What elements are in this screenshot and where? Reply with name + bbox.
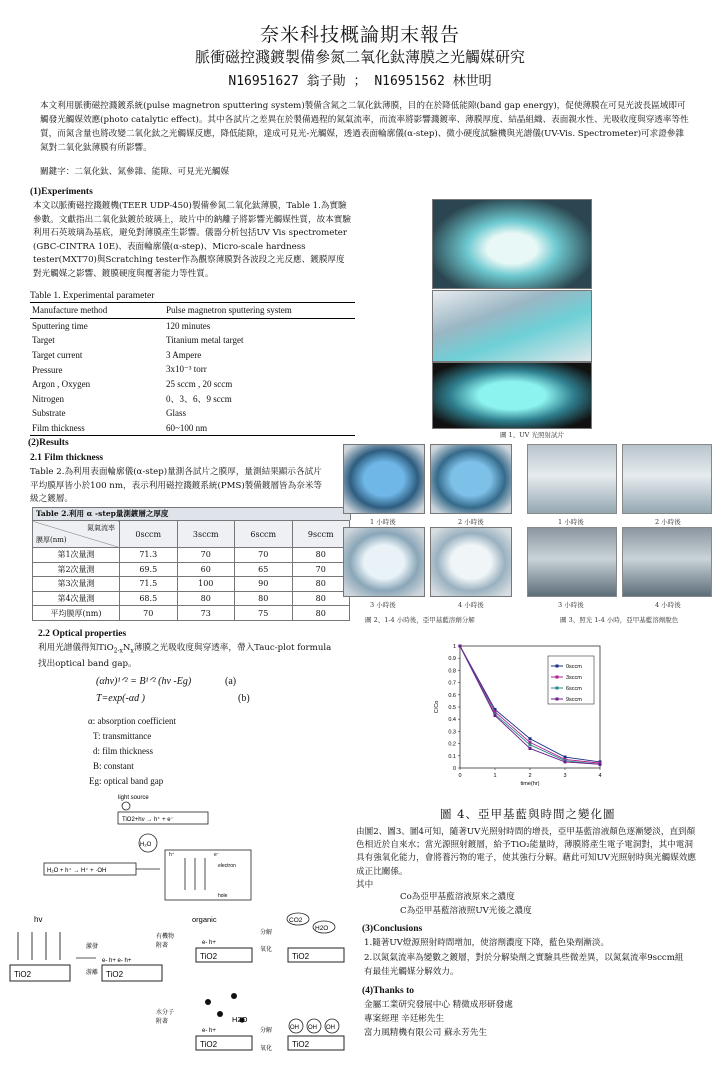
oh-label-1: OH (290, 1025, 299, 1031)
light-source-icon (122, 802, 130, 810)
uv-exposure-photo (432, 362, 592, 429)
table2-cell: 80 (177, 591, 235, 606)
table2-title: Table 2.利用 α -step量測鍍層之厚度 (32, 507, 351, 520)
label-left-3: 3 小時後 (370, 601, 396, 609)
tio2-label-5: TiO2 (200, 1040, 218, 1049)
thanks-heading: (4)Thanks to (362, 986, 414, 996)
table2-row (33, 548, 350, 563)
optical-text (38, 642, 338, 672)
decompose-label-2: 分解 (260, 1028, 273, 1034)
photo-right-2 (622, 444, 712, 514)
table1-caption: Table 1. Experimental parameter (30, 291, 155, 301)
ionize-label: 游離 (86, 970, 99, 976)
table2-row (33, 606, 350, 621)
equation-b-label: (b) (238, 693, 250, 704)
table2-row (33, 591, 350, 606)
x-tick-label: 1 (493, 773, 497, 779)
table2-row (33, 562, 350, 577)
fig2-caption: 圖 2、1-4 小時後，亞甲基藍溶劑分解 (365, 616, 475, 624)
table1-row (30, 362, 355, 377)
photo-right-3 (527, 527, 617, 597)
h2o-label-bottom: H2O (232, 1015, 248, 1024)
table2-cell: 80 (292, 591, 350, 606)
tio2-label-2: TiO2 (106, 970, 124, 979)
table2-cell: 68.5 (120, 591, 178, 606)
table1-row (30, 421, 355, 436)
table1-row (30, 318, 355, 333)
table1-param-value: 3x10⁻³ torr (166, 364, 207, 375)
poster-title: 奈米科技概論期末報告 (259, 24, 460, 46)
poster-subtitle: 脈衝磁控濺鍍製備參氮二氧化鈦薄膜之光觸媒研究 (194, 48, 525, 66)
table2-cell: 80 (292, 606, 350, 621)
fig4-caption: 圖 4、亞甲基藍與時間之變化圖 (440, 807, 616, 821)
glossary-Eg: Eg: optical band gap (89, 776, 164, 786)
author-line: N16951627 翁子勛 ； N16951562 林世明 (228, 74, 492, 89)
equation-b: T=exp(-αd ) (96, 693, 145, 704)
organic-adsorb-2: 附著 (156, 943, 169, 949)
legend-label-3sccm: 3sccm (566, 675, 582, 681)
table1-param-name: Substrate (32, 408, 66, 419)
optical-sub1: 2-x (113, 647, 123, 655)
semiconductor-film (165, 850, 251, 900)
results-heading: (2)Results (28, 438, 69, 448)
label-right-4: 4 小時後 (655, 601, 681, 609)
table2-cell: 69.5 (120, 562, 178, 577)
y-tick-label: 0.9 (448, 656, 456, 663)
table2-cell: 80 (235, 591, 293, 606)
table2-header: 6sccm (235, 521, 293, 548)
table2-corner-bottom: 膜厚(nm) (36, 536, 67, 544)
table1-param-value: 0、3、6、9 sccm (166, 394, 232, 405)
conclusion-1: 1.隨著UV燈源照射時間增加，使溶劑濃度下降，藍色染劑漸淡。 (364, 938, 610, 948)
table2-cell: 70 (235, 548, 293, 563)
legend-label-0sccm: 0sccm (566, 664, 582, 670)
label-left-4: 4 小時後 (458, 601, 484, 609)
y-tick-label: 0 (452, 766, 456, 772)
film-thickness-text: Table 2.為利用表面輪廓儀(α-step)量測各試片之膜厚，量測結果顯示各試片平均膜厚皆小於100 nm，表示利用磁控濺鍍系統(PMS)製備鍍層皆為奈米等級之鍍層。 (30, 467, 323, 504)
photocatalysis-mechanism-diagram (30, 790, 330, 910)
label-left-1: 1 小時後 (370, 518, 396, 526)
x-tick-label: 2 (528, 773, 532, 779)
film-thickness-heading: 2.1 Film thickness (30, 453, 104, 463)
table1-param-name: Film thickness (32, 423, 85, 434)
table1-param-value: 120 minutes (166, 320, 211, 331)
photo-left-1 (343, 444, 425, 514)
methylene-blue-decay-chart (430, 640, 610, 788)
table2-cell: 71.3 (120, 548, 178, 563)
series-point-9sccm (494, 714, 497, 717)
photo-right-1 (527, 444, 617, 514)
table1-row (30, 333, 355, 348)
h2o-label-top: H2O (315, 925, 329, 932)
table2-row (33, 577, 350, 592)
table2-row-label: 第3次量測 (33, 577, 120, 592)
photocatalysis-process-diagram (6, 910, 351, 1065)
label-left-2: 2 小時後 (458, 518, 484, 526)
organic-adsorb-1: 有機物 (156, 934, 175, 940)
label-right-2: 2 小時後 (655, 518, 681, 526)
equation-a-label: (a) (225, 676, 237, 687)
table1-param-name: Nitrogen (32, 393, 64, 404)
table2-row-label: 第2次量測 (33, 562, 120, 577)
table2-cell: 73 (177, 606, 235, 621)
excite-label: 激發 (86, 944, 99, 950)
photo-left-3 (343, 527, 425, 597)
optical-sub2: x (130, 647, 134, 655)
fig4-discussion: 由圖2、圖3、圖4可知，隨著UV光照射時間的增長，亞甲基藍溶液顏色逐漸變淡，直到顏色相近於自來水；當光源照射鍍層，給予TiO₂能量時，薄膜將產生電子電洞對，其中電洞具有強氧化能力，會將養污物的電子，使其強行分解。藉此可知UV光照射時與光觸媒效應成正比關係。 (356, 827, 697, 877)
label-right-1: 1 小時後 (558, 518, 584, 526)
table1-row (30, 303, 355, 319)
x-axis-label: time(hr) (520, 781, 540, 787)
optical-text-b: N (122, 643, 131, 653)
table1-param-value: 25 sccm , 20 sccm (166, 379, 233, 390)
table1-param-name: Manufacture method (32, 305, 108, 316)
glossary-T: T: transmittance (93, 731, 152, 741)
x-tick-label: 4 (598, 773, 602, 779)
table2-cell: 70 (177, 548, 235, 563)
experiments-heading: (1)Experiments (30, 187, 93, 197)
co2-label: CO2 (289, 917, 303, 924)
legend-marker-6sccm (556, 687, 559, 690)
legend-marker-0sccm (556, 665, 559, 668)
hole-label: hole (218, 893, 228, 899)
table1-row (30, 406, 355, 421)
thanks-line-1: 金屬工業研究發展中心 精微成形研發處 (364, 1000, 513, 1010)
electron-label: electron (218, 863, 236, 869)
table2-cell: 80 (292, 548, 350, 563)
table1-row (30, 392, 355, 407)
samples-photo (432, 290, 592, 362)
table2-cell: 100 (177, 577, 235, 592)
table1-param-name: Target (32, 335, 55, 346)
table2-corner-top: 氮氣流率 (87, 524, 115, 532)
where-label: 其中 (356, 880, 374, 890)
table2-header: 0sccm (120, 521, 178, 548)
table2-row-label: 第4次量測 (33, 591, 120, 606)
decompose-label-1: 分解 (260, 930, 273, 936)
y-tick-label: 0.1 (448, 753, 456, 760)
table1-param-value: 60~100 nm (166, 423, 208, 434)
table2-cell: 71.5 (120, 577, 178, 592)
oh-label-2: OH (308, 1025, 317, 1031)
tio2-label-3: TiO2 (200, 952, 218, 961)
table2-cell: 60 (177, 562, 235, 577)
series-point-9sccm (599, 763, 602, 766)
photo-right-4 (622, 527, 712, 597)
y-tick-label: 0.4 (448, 717, 456, 724)
y-tick-label: 0.5 (448, 705, 456, 711)
table2-cell: 70 (292, 562, 350, 577)
y-tick-label: 0.8 (448, 668, 456, 675)
reaction-eq-left: H₂O + h⁺ → H⁺ + ·OH (47, 868, 107, 874)
carrier-label-5: e- h+ (202, 1028, 216, 1034)
table2-row-label: 第1次量測 (33, 548, 120, 563)
legend-marker-9sccm (556, 698, 559, 701)
thanks-line-3: 富力風精機有限公司 蘇永芳先生 (364, 1028, 488, 1038)
glossary-alpha: α: absorption coefficient (88, 716, 177, 726)
table1-row (30, 348, 355, 363)
series-point-0sccm (529, 737, 532, 740)
glossary-d: d: film thickness (93, 746, 153, 756)
table1-param-value: Pulse magnetron sputtering system (166, 305, 292, 316)
photo-left-4 (430, 527, 512, 597)
series-point-6sccm (529, 743, 532, 746)
photo-left-2 (430, 444, 512, 514)
table1-param-name: Sputtering time (32, 320, 88, 331)
table1-param-name: Target current (32, 350, 83, 361)
series-point-9sccm (459, 645, 462, 648)
fig1-caption: 圖 1、UV 光照射試片 (500, 431, 564, 439)
table2-cell: 90 (235, 577, 293, 592)
table1-param-name: Pressure (32, 364, 63, 375)
hole-sign: h⁺ (169, 852, 175, 858)
beaker-photo (432, 199, 592, 289)
hv-label: hv (34, 915, 43, 924)
table1-param-value: 3 Ampere (166, 350, 202, 361)
y-tick-label: 0.6 (448, 692, 456, 699)
legend-label-9sccm: 9sccm (566, 697, 582, 703)
table2-header: 9sccm (292, 521, 350, 548)
c0-definition: Co為亞甲基藍溶液原來之濃度 (400, 892, 515, 902)
water-adsorb-1: 水分子 (156, 1010, 175, 1016)
light-source-label: light source (118, 795, 149, 801)
optical-text-c: 薄膜之光吸收度與穿透率，帶入Tauc-plot formula找出optical band gap。 (38, 643, 332, 670)
carrier-pair-label: e- h+ e- h+ (102, 958, 132, 964)
thanks-line-2: 專案經理 辛廷彬先生 (364, 1014, 445, 1024)
x-tick-label: 0 (458, 773, 462, 779)
table2-header: 3sccm (177, 521, 235, 548)
series-point-9sccm (529, 747, 532, 750)
y-tick-label: 1 (452, 644, 456, 650)
tio2-label-1: TiO2 (14, 970, 32, 979)
y-tick-label: 0.3 (448, 729, 456, 736)
x-tick-label: 3 (563, 773, 567, 779)
equation-a: (αhν)¹ᐟ² = B¹ᐟ² (hν -Eg) (96, 676, 192, 687)
table2-cell: 65 (235, 562, 293, 577)
water-label: H₂O (140, 842, 152, 848)
tio2-label-4: TiO2 (292, 952, 310, 961)
table2-cell: 75 (235, 606, 293, 621)
optical-text-a: 利用光譜儀得知TiO (38, 643, 114, 653)
keywords: 關鍵字：二氧化鈦、氮參雜、能隙、可見光光觸媒 (40, 167, 230, 177)
c-definition: C為亞甲基藍溶液照UV光後之濃度 (400, 906, 532, 916)
abstract: 本文利用脈衝磁控濺鍍系統(pulse magnetron sputtering system)製備含氮之二氧化鈦薄膜，目的在於降低能隙(band gap energy)，促使薄膜在可見光波長區域即可觸發光觸媒效應(photo catalytic effect)。其中各試片之差異在於製備過程的氮氣流率，而流率將影響濺鍍率、薄膜厚度、結晶組織、表面親水性、光吸收度與穿透率等性質，而氮含量也將改變二氧化鈦之光觸媒反應，降低能隙，達成可見光-光觸媒，透過表面輪廓儀(α-step)、微小硬度試驗機與光譜儀(UV-Vis. Spectrometer)可求證參雜氮對二氧化鈦薄膜有所影響。 (40, 101, 689, 153)
table1-row (30, 377, 355, 392)
oxidize-label-2: 氧化 (260, 1046, 273, 1052)
table1-param-name: Argon , Oxygen (32, 379, 91, 390)
electron-sign: e⁻ (214, 852, 220, 858)
conclusions-heading: (3)Conclusions (362, 924, 423, 934)
table2-cell: 80 (292, 577, 350, 592)
organic-label: organic (192, 915, 217, 924)
optical-heading: 2.2 Optical properties (38, 629, 127, 639)
carrier-label-3: e- h+ (202, 940, 216, 946)
thickness-table (32, 520, 350, 621)
uv-arrows (18, 932, 60, 960)
table2-cell: 70 (120, 606, 178, 621)
y-tick-label: 0.7 (448, 680, 456, 687)
legend-marker-3sccm (556, 676, 559, 679)
table1-param-value: Glass (166, 408, 186, 419)
oh-label-3: OH (326, 1025, 335, 1031)
oxidize-label-1: 氧化 (260, 947, 273, 953)
label-right-3: 3 小時後 (558, 601, 584, 609)
fig3-caption: 圖 3、照光 1-4 小時，亞甲基藍溶劑脫色 (560, 616, 679, 624)
tio2-label-6: TiO2 (292, 1040, 310, 1049)
glossary-B: B: constant (93, 761, 134, 771)
water-adsorb-2: 附著 (156, 1019, 169, 1025)
experiments-text: 本文以脈衝磁控濺鍍機(TEER UDP-450)製備參氮二氧化鈦薄膜，Table 1.為實驗參數。文獻指出二氧化鈦鍍於玻璃上，玻片中的鈉離子將影響光觸媒性質，故本實驗利用石英玻璃為基底，避免對薄膜產生影響。儀器分析包括UV Vis spectrometer (GBC-CINTRA 10E)、表面輪廓儀(α-step)、Micro-scale hardness tester(MXT70)與Scratching tester作為觀察薄膜對各波段之光反應、鍍膜厚度對光觸媒之影響、鍍膜硬度與覆著能力等性質。 (33, 201, 351, 279)
table2-corner-cell (33, 521, 120, 548)
table1-param-value: Titanium metal target (166, 335, 244, 346)
legend-label-6sccm: 6sccm (566, 686, 582, 692)
experiment-parameter-table (30, 302, 355, 436)
y-axis-label: C/Co (434, 700, 440, 714)
table2-row-label: 平均膜厚(nm) (33, 606, 120, 621)
conclusion-2: 2.以氮氣流率為變數之鍍層，對於分解染劑之實驗具些微差異，以氮氣流率9sccm組有最佳光觸媒分解效力。 (364, 953, 684, 977)
y-tick-label: 0.2 (448, 741, 456, 748)
series-point-9sccm (564, 760, 567, 763)
reaction-eq-top: TiO2+hν → h⁺ + e⁻ (122, 817, 174, 823)
